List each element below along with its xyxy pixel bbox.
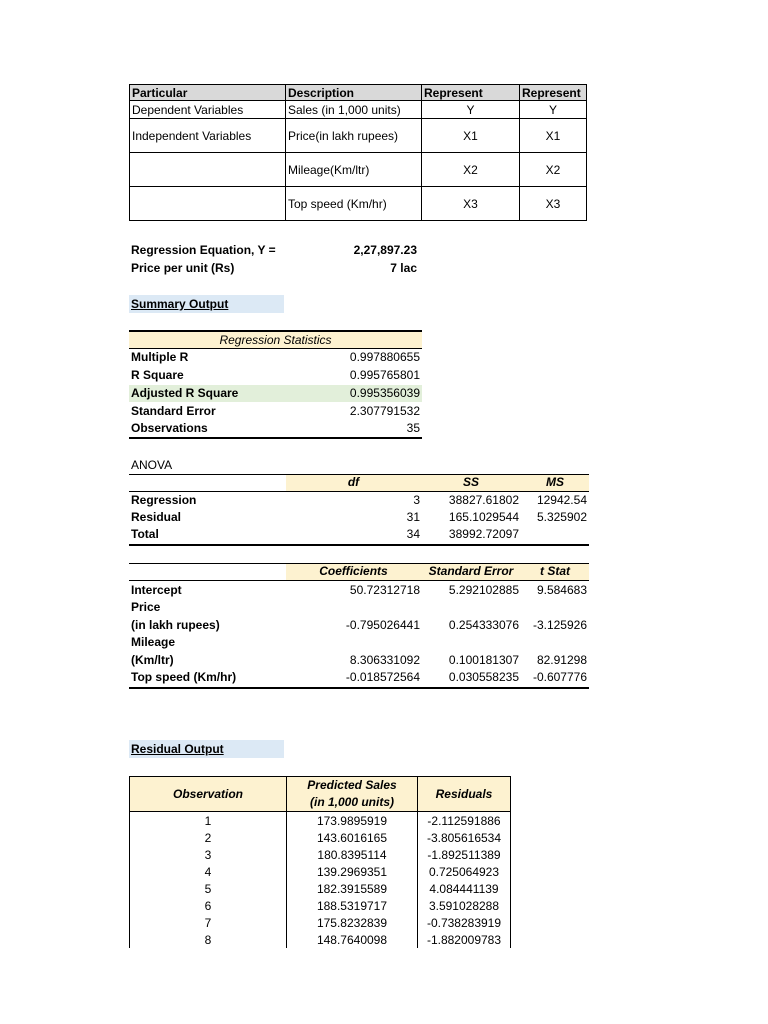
coef-row-label: Intercept [131,583,182,597]
observation-cell: 7 [130,914,287,931]
anova-ss: 38992.72097 [448,527,519,541]
header-observation: Observation [130,777,287,812]
header-represent-1: Represent [422,85,520,101]
stat-value: 2.307791532 [349,404,420,418]
particular-cell: Dependent Variables [130,101,286,119]
description-cell: Sales (in 1,000 units) [286,101,422,119]
represent-cell: X3 [520,187,587,221]
coef-t: -0.607776 [532,670,587,684]
represent-cell: X2 [520,153,587,187]
anova-ms: 5.325902 [536,510,587,524]
observation-cell: 5 [130,880,287,897]
stat-value: 0.995765801 [349,368,420,382]
header-residuals: Residuals [418,777,511,812]
table-row [130,880,511,897]
stat-label: Multiple R [131,350,189,364]
coef-row-label: Price [131,600,161,614]
predicted-cell: 180.8395114 [287,846,418,863]
coef-header-standard-error: Standard Error [428,564,514,578]
price-per-unit-label: Price per unit (Rs) [131,261,235,275]
table-row [130,119,587,153]
coef-se: 5.292102885 [448,583,519,597]
observation-cell: 6 [130,897,287,914]
stat-value: 35 [406,421,420,435]
anova-row-label: Total [131,527,159,541]
description-cell: Mileage(Km/ltr) [286,153,422,187]
residual-cell: 4.084441139 [418,880,511,897]
table-row [130,931,511,948]
residual-header-row [130,777,511,812]
header-description: Description [286,85,422,101]
coef-t: 82.91298 [536,653,587,667]
table-row [130,914,511,931]
anova-header-ss: SS [462,475,479,489]
predicted-cell: 139.2969351 [287,863,418,880]
represent-cell: X1 [520,119,587,153]
table-row [130,153,587,187]
represent-cell: X2 [422,153,520,187]
observation-cell: 3 [130,846,287,863]
coef-header-coefficients: Coefficients [319,564,388,578]
anova-row-label: Regression [131,493,197,507]
residual-output-title: Residual Output [129,740,284,758]
variables-header-row [130,85,587,101]
regression-equation-value: 2,27,897.23 [353,243,417,257]
coef-row-label-sub: (Km/ltr) [131,653,174,667]
coef-value: 8.306331092 [349,653,420,667]
description-cell: Top speed (Km/hr) [286,187,422,221]
anova-ss: 165.1029544 [448,510,519,524]
anova-bottom-rule [129,544,589,546]
observation-cell: 2 [130,829,287,846]
stat-label: R Square [131,368,184,382]
residual-cell: -2.112591886 [418,812,511,830]
particular-cell [130,187,286,221]
coef-bottom-rule [129,687,589,689]
table-row [130,812,511,830]
stat-value: 0.995356039 [349,386,420,400]
coef-t: -3.125926 [532,618,587,632]
anova-header-rule [129,491,589,492]
represent-cell: X3 [422,187,520,221]
regression-equation-label: Regression Equation, Y = [131,243,276,257]
residual-cell: 3.591028288 [418,897,511,914]
coef-value: -0.795026441 [345,618,420,632]
predicted-cell: 188.5319717 [287,897,418,914]
summary-output-title: Summary Output [129,295,284,313]
represent-cell: X1 [422,119,520,153]
predicted-cell: 173.9895919 [287,812,418,830]
anova-header-df: df [347,475,360,489]
table-row [130,187,587,221]
coef-row-label-sub: (in lakh rupees) [131,618,220,632]
coef-se: 0.030558235 [448,670,519,684]
price-per-unit-value: 7 lac [390,261,417,275]
coef-se: 0.100181307 [448,653,519,667]
residual-table [129,776,511,948]
header-particular: Particular [130,85,286,101]
residual-cell: -1.882009783 [418,931,511,948]
stats-bottom-rule [129,437,422,439]
residual-cell: -1.892511389 [418,846,511,863]
table-row [130,829,511,846]
table-row [130,101,587,119]
table-row [130,897,511,914]
predicted-cell: 143.6016165 [287,829,418,846]
anova-df: 31 [406,510,420,524]
coef-value: 50.72312718 [349,583,420,597]
anova-header-ms: MS [546,475,564,489]
residual-cell: -0.738283919 [418,914,511,931]
header-predicted-sales: Predicted Sales (in 1,000 units) [287,777,418,812]
table-row [130,863,511,880]
predicted-cell: 148.7640098 [287,931,418,948]
predicted-cell: 175.8232839 [287,914,418,931]
observation-cell: 4 [130,863,287,880]
stat-label: Adjusted R Square [131,386,239,400]
table-row [130,846,511,863]
stat-label: Observations [131,421,208,435]
anova-df: 34 [406,527,420,541]
anova-df: 3 [413,493,420,507]
coef-header-rule [129,580,589,581]
residual-cell: 0.725064923 [418,863,511,880]
description-cell: Price(in lakh rupees) [286,119,422,153]
residual-cell: -3.805616534 [418,829,511,846]
anova-ss: 38827.61802 [448,493,519,507]
coef-row-label: Mileage [131,635,176,649]
anova-ms: 12942.54 [536,493,587,507]
stats-header-rule [129,348,422,349]
regression-statistics-header: Regression Statistics [219,333,332,347]
coef-row-label: Top speed (Km/hr) [131,670,237,684]
anova-row-label: Residual [131,510,182,524]
predicted-cell: 182.3915589 [287,880,418,897]
coef-se: 0.254333076 [448,618,519,632]
stat-value: 0.997880655 [349,350,420,364]
header-represent-2: Represent [520,85,587,101]
observation-cell: 8 [130,931,287,948]
coef-t: 9.584683 [536,583,587,597]
represent-cell: Y [520,101,587,119]
particular-cell [130,153,286,187]
represent-cell: Y [422,101,520,119]
variables-table [129,84,587,221]
coef-value: -0.018572564 [345,670,420,684]
coef-header-t-stat: t Stat [540,564,570,578]
stat-label: Standard Error [131,404,216,418]
particular-cell: Independent Variables [130,119,286,153]
anova-title: ANOVA [131,458,173,472]
observation-cell: 1 [130,812,287,830]
